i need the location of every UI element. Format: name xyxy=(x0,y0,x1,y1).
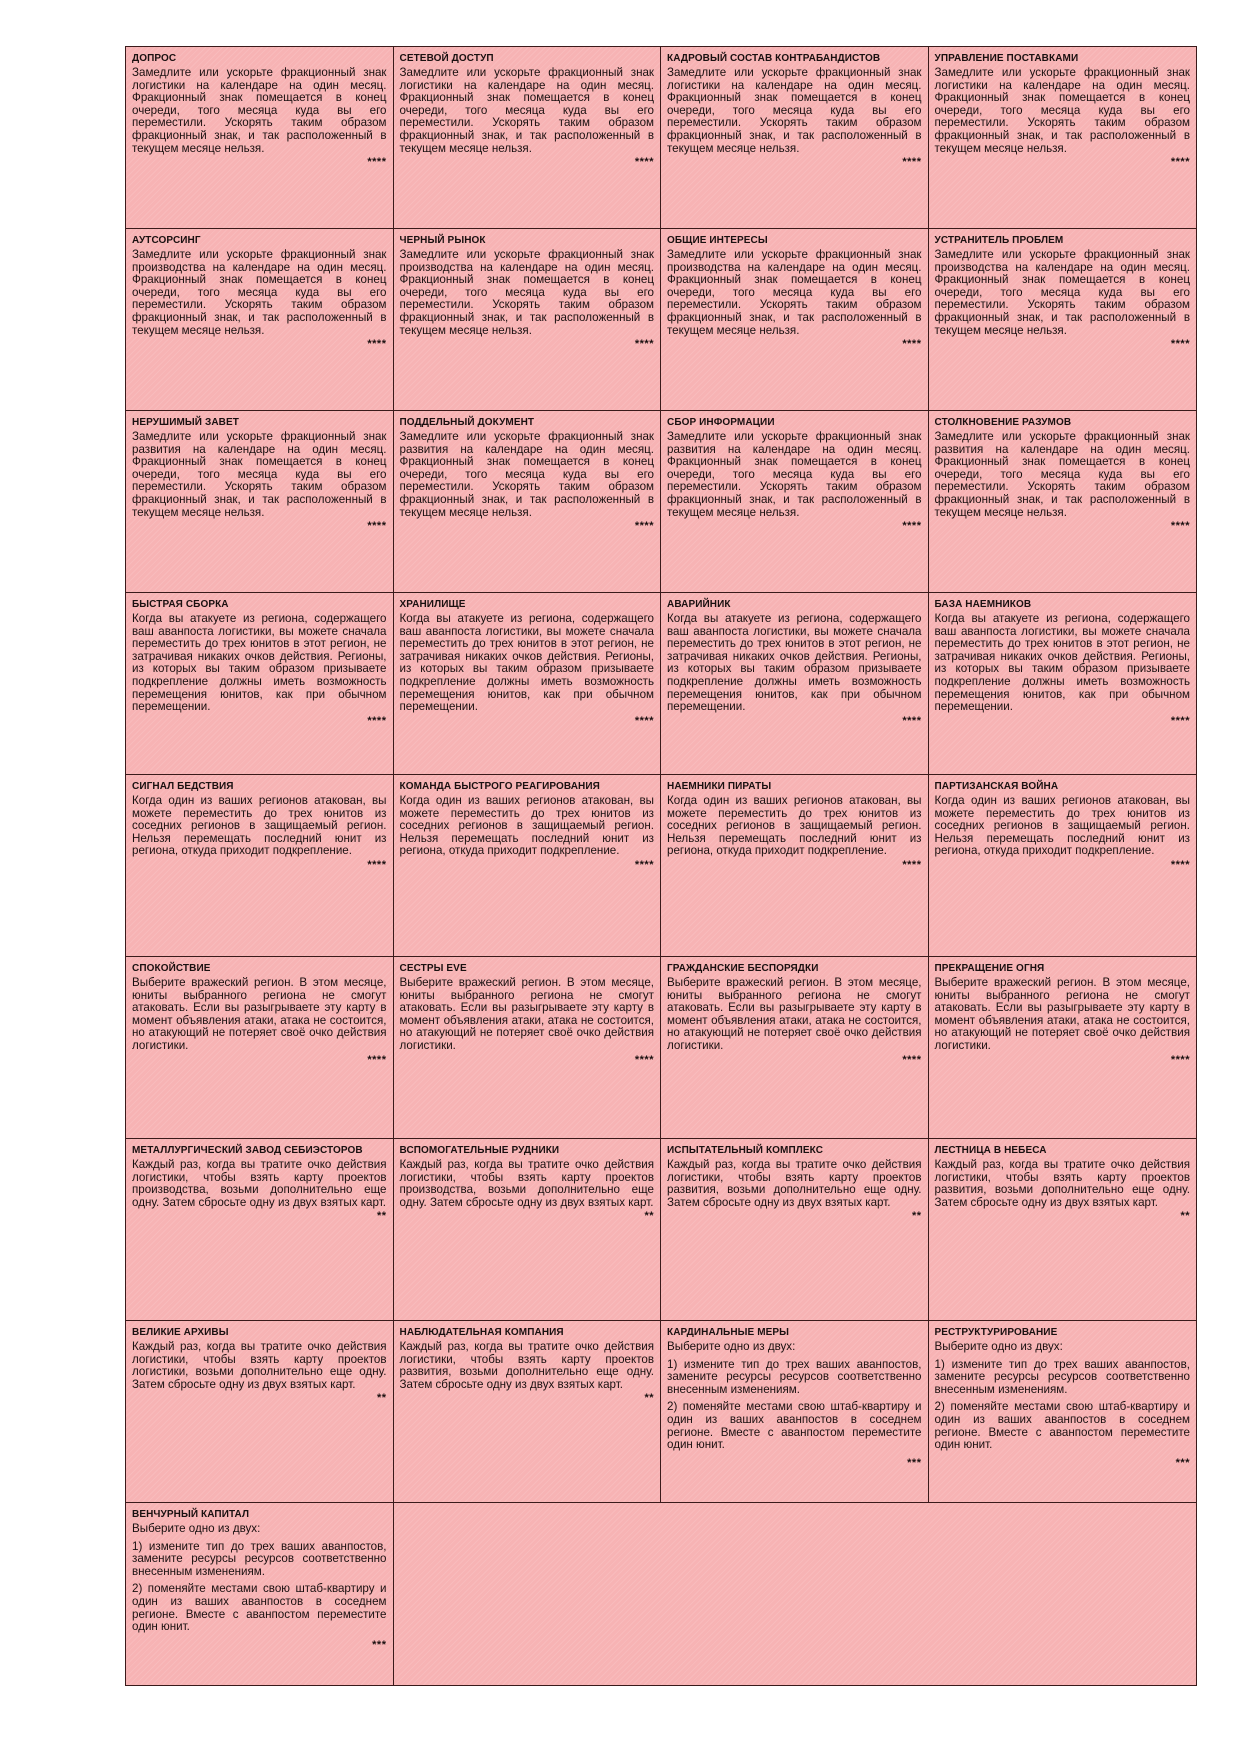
card-body xyxy=(935,1341,1191,1452)
card-text: Замедлите или ускорьте фракционный знак логистики на календаре на один месяц. Фракционный знак помещается в конец очереди, того месяца куда вы его переместили. Ускорять таким образом фракционный знак, и так расположенный в текущем месяце нельзя. xyxy=(667,66,922,155)
card-rating: **** xyxy=(634,714,654,727)
card-body xyxy=(400,249,655,337)
card-body xyxy=(400,977,655,1053)
card-text: Выберите вражеский регион. В этом месяце, юниты выбранного региона не смогут атаковать. Если вы разыгрываете эту карту в момент объявления атаки, атака не состоится, но атакующий не потеряет своё очко действия логистики. xyxy=(132,976,387,1052)
card-body xyxy=(132,249,387,337)
project-card xyxy=(661,957,929,1139)
project-card xyxy=(929,593,1197,775)
card-text: Каждый раз, когда вы тратите очко действия логистики, чтобы взять карту проектов производства, возьми дополнительно еще одну. Затем сбросьте одну из двух взятых карт. xyxy=(399,1158,654,1209)
card-rating: ** xyxy=(376,1392,387,1405)
card-rating: **** xyxy=(367,520,387,533)
card-text: Замедлите или ускорьте фракционный знак развития на календаре на один месяц. Фракционный знак помещается в конец очереди, того месяца куда вы его переместили. Ускорять таким образом фракционный знак, и так расположенный в текущем месяце нельзя. xyxy=(667,430,922,519)
card-body xyxy=(400,431,655,519)
project-card xyxy=(394,957,662,1139)
project-card xyxy=(661,1139,929,1321)
card-rating: **** xyxy=(1170,338,1190,351)
project-card xyxy=(394,1321,662,1503)
card-title: БАЗА НАЕМНИКОВ xyxy=(934,599,1032,610)
card-title: УПРАВЛЕНИЕ ПОСТАВКАМИ xyxy=(934,53,1079,64)
project-card xyxy=(929,47,1197,229)
card-text: Каждый раз, когда вы тратите очко действия логистики, чтобы взять карту проектов производства, возьми дополнительно еще одну. Затем сбросьте одну из двух взятых карт. xyxy=(132,1158,387,1209)
card-body xyxy=(667,977,922,1053)
card-rating: **** xyxy=(902,1053,922,1066)
card-body xyxy=(132,1523,387,1634)
card-text: Когда вы атакуете из региона, содержащего ваш аванпоста логистики, вы можете сначала переместить до трех юнитов в этот регион, не затрачивая никаких очков действия. Регионы, из которых вы таким образом призываете подкрепление должны иметь возможность перемещения юнитов, как при обычном перемещении. xyxy=(132,612,387,714)
project-card xyxy=(661,47,929,229)
project-card xyxy=(394,47,662,229)
card-body xyxy=(132,1341,387,1391)
card-rating: ** xyxy=(644,1210,654,1223)
project-card xyxy=(126,593,394,775)
project-card xyxy=(126,775,394,957)
card-text: Каждый раз, когда вы тратите очко действия логистики, чтобы взять карту проектов развития, возьми дополнительно еще одну. Затем сбросьте одну из двух взятых карт. xyxy=(399,1340,654,1391)
card-body xyxy=(667,613,922,714)
card-rating: **** xyxy=(367,338,387,351)
card-rating: **** xyxy=(367,858,387,871)
card-body xyxy=(935,249,1191,337)
card-body xyxy=(132,431,387,519)
card-rating: **** xyxy=(1170,156,1190,169)
card-title: НЕРУШИМЫЙ ЗАВЕТ xyxy=(132,417,239,428)
project-card xyxy=(661,1321,929,1503)
card-title: СЕСТРЫ EVE xyxy=(399,963,467,974)
card-title: НАБЛЮДАТЕЛЬНАЯ КОМПАНИЯ xyxy=(399,1327,564,1338)
card-rating: **** xyxy=(367,714,387,727)
card-text: Каждый раз, когда вы тратите очко действия логистики, чтобы взять карту проектов развития, возьми дополнительно еще одну. Затем сбросьте одну из двух взятых карт. xyxy=(667,1158,922,1209)
card-rating: **** xyxy=(634,156,654,169)
card-text: Замедлите или ускорьте фракционный знак логистики на календаре на один месяц. Фракционный знак помещается в конец очереди, того месяца куда вы его переместили. Ускорять таким образом фракционный знак, и так расположенный в текущем месяце нельзя. xyxy=(934,66,1190,155)
card-text: Выберите вражеский регион. В этом месяце, юниты выбранного региона не смогут атаковать. Если вы разыгрываете эту карту в момент объявления атаки, атака не состоится, но атакующий не потеряет своё очко действия логистики. xyxy=(399,976,654,1052)
card-rating: **** xyxy=(634,858,654,871)
card-rating: **** xyxy=(902,714,922,727)
card-body xyxy=(400,1159,655,1209)
card-title: СИГНАЛ БЕДСТВИЯ xyxy=(132,781,234,792)
project-card xyxy=(126,1321,394,1503)
card-text: 1) измените тип до трех ваших аванпостов, замените ресурсы ресурсов соответственно внесенным изменениям. xyxy=(667,1357,922,1396)
project-card xyxy=(126,1503,394,1685)
project-card xyxy=(661,775,929,957)
project-card xyxy=(394,593,662,775)
card-title: АУТСОРСИНГ xyxy=(132,235,201,246)
card-body xyxy=(132,977,387,1053)
card-text: Выберите одно из двух: xyxy=(934,1340,1063,1353)
card-title: СЕТЕВОЙ ДОСТУП xyxy=(399,53,494,64)
project-card xyxy=(394,411,662,593)
card-title: МЕТАЛЛУРГИЧЕСКИЙ ЗАВОД СЕБИЭСТОРОВ xyxy=(132,1145,363,1156)
card-body xyxy=(132,613,387,714)
project-card xyxy=(661,411,929,593)
card-title: ПОДДЕЛЬНЫЙ ДОКУМЕНТ xyxy=(399,417,535,428)
card-body xyxy=(400,1341,655,1391)
card-title: КОМАНДА БЫСТРОГО РЕАГИРОВАНИЯ xyxy=(399,781,600,792)
card-text: Когда вы атакуете из региона, содержащего ваш аванпоста логистики, вы можете сначала переместить до трех юнитов в этот регион, не затрачивая никаких очков действия. Регионы, из которых вы таким образом призываете подкрепление должны иметь возможность перемещения юнитов, как при обычном перемещении. xyxy=(399,612,654,714)
card-title: ВЕНЧУРНЫЙ КАПИТАЛ xyxy=(132,1509,250,1520)
project-card xyxy=(126,957,394,1139)
card-title: ОБЩИЕ ИНТЕРЕСЫ xyxy=(667,235,768,246)
card-body xyxy=(935,795,1191,858)
project-card xyxy=(929,1139,1197,1321)
card-text: Когда один из ваших регионов атакован, вы можете переместить до трех юнитов из соседних регионов в защищаемый регион. Нельзя перемещать последний юнит из региона, откуда приходит подкрепление. xyxy=(667,794,922,858)
card-rating: **** xyxy=(902,156,922,169)
project-card xyxy=(661,593,929,775)
card-body xyxy=(132,1159,387,1209)
project-card xyxy=(394,1139,662,1321)
card-title: СПОКОЙСТВИЕ xyxy=(132,963,211,974)
card-title: УСТРАНИТЕЛЬ ПРОБЛЕМ xyxy=(934,235,1064,246)
project-card xyxy=(929,411,1197,593)
card-rating: **** xyxy=(902,338,922,351)
card-text: Выберите одно из двух: xyxy=(132,1522,261,1535)
project-card xyxy=(929,229,1197,411)
card-rating: **** xyxy=(1170,858,1190,871)
card-rating: *** xyxy=(1175,1456,1190,1469)
card-text: Каждый раз, когда вы тратите очко действия логистики, чтобы взять карту проектов развития, возьми дополнительно еще одну. Затем сбросьте одну из двух взятых карт. xyxy=(934,1158,1190,1209)
card-rating: **** xyxy=(367,156,387,169)
card-text: Выберите одно из двух: xyxy=(667,1340,796,1353)
card-body xyxy=(132,67,387,155)
project-card xyxy=(126,1139,394,1321)
card-body xyxy=(935,1159,1191,1209)
card-text: Замедлите или ускорьте фракционный знак производства на календаре на один месяц. Фракционный знак помещается в конец очереди, того месяца куда вы его переместили. Ускорять таким образом фракционный знак, и так расположенный в текущем месяце нельзя. xyxy=(399,248,654,337)
project-card xyxy=(126,47,394,229)
card-rating: **** xyxy=(1170,1053,1190,1066)
card-rating: **** xyxy=(902,858,922,871)
card-body xyxy=(667,1159,922,1209)
card-title: ВЕЛИКИЕ АРХИВЫ xyxy=(132,1327,229,1338)
card-rating: **** xyxy=(367,1053,387,1066)
card-title: ПРЕКРАЩЕНИЕ ОГНЯ xyxy=(934,963,1045,974)
project-card xyxy=(929,1321,1197,1503)
card-title: ГРАЖДАНСКИЕ БЕСПОРЯДКИ xyxy=(667,963,819,974)
card-title: ПАРТИЗАНСКАЯ ВОЙНА xyxy=(934,781,1059,792)
card-text: Замедлите или ускорьте фракционный знак логистики на календаре на один месяц. Фракционный знак помещается в конец очереди, того месяца куда вы его переместили. Ускорять таким образом фракционный знак, и так расположенный в текущем месяце нельзя. xyxy=(399,66,654,155)
card-title: ИСПЫТАТЕЛЬНЫЙ КОМПЛЕКС xyxy=(667,1145,824,1156)
card-title: РЕСТРУКТУРИРОВАНИЕ xyxy=(934,1327,1058,1338)
card-body xyxy=(935,431,1191,519)
card-text: Когда один из ваших регионов атакован, вы можете переместить до трех юнитов из соседних регионов в защищаемый регион. Нельзя перемещать последний юнит из региона, откуда приходит подкрепление. xyxy=(132,794,387,858)
card-text: Выберите вражеский регион. В этом месяце, юниты выбранного региона не смогут атаковать. Если вы разыгрываете эту карту в момент объявления атаки, атака не состоится, но атакующий не потеряет своё очко действия логистики. xyxy=(934,976,1190,1052)
card-text: 1) измените тип до трех ваших аванпостов, замените ресурсы ресурсов соответственно внесенным изменениям. xyxy=(934,1357,1190,1396)
card-rating: **** xyxy=(634,520,654,533)
empty-area xyxy=(394,1503,1197,1685)
card-title: КАДРОВЫЙ СОСТАВ КОНТРАБАНДИСТОВ xyxy=(667,53,881,64)
card-text: Замедлите или ускорьте фракционный знак развития на календаре на один месяц. Фракционный знак помещается в конец очереди, того месяца куда вы его переместили. Ускорять таким образом фракционный знак, и так расположенный в текущем месяце нельзя. xyxy=(132,430,387,519)
card-title: БЫСТРАЯ СБОРКА xyxy=(132,599,229,610)
card-text: Замедлите или ускорьте фракционный знак производства на календаре на один месяц. Фракционный знак помещается в конец очереди, того месяца куда вы его переместили. Ускорять таким образом фракционный знак, и так расположенный в текущем месяце нельзя. xyxy=(667,248,922,337)
card-text: Когда один из ваших регионов атакован, вы можете переместить до трех юнитов из соседних регионов в защищаемый регион. Нельзя перемещать последний юнит из региона, откуда приходит подкрепление. xyxy=(399,794,654,858)
project-card xyxy=(126,229,394,411)
card-rating: **** xyxy=(1170,714,1190,727)
project-card xyxy=(394,775,662,957)
card-text: Когда вы атакуете из региона, содержащего ваш аванпоста логистики, вы можете сначала переместить до трех юнитов в этот регион, не затрачивая никаких очков действия. Регионы, из которых вы таким образом призываете подкрепление должны иметь возможность перемещения юнитов, как при обычном перемещении. xyxy=(667,612,922,714)
card-text: Замедлите или ускорьте фракционный знак производства на календаре на один месяц. Фракционный знак помещается в конец очереди, того месяца куда вы его переместили. Ускорять таким образом фракционный знак, и так расположенный в текущем месяце нельзя. xyxy=(934,248,1190,337)
card-text: 1) измените тип до трех ваших аванпостов, замените ресурсы ресурсов соответственно внесенным изменениям. xyxy=(132,1539,387,1578)
card-title: НАЕМНИКИ ПИРАТЫ xyxy=(667,781,772,792)
card-rating: ** xyxy=(376,1210,387,1223)
card-title: ЧЕРНЫЙ РЫНОК xyxy=(399,235,486,246)
card-title: КАРДИНАЛЬНЫЕ МЕРЫ xyxy=(667,1327,790,1338)
card-body xyxy=(935,977,1191,1053)
project-card xyxy=(394,229,662,411)
card-title: ХРАНИЛИЩЕ xyxy=(399,599,466,610)
card-title: ЛЕСТНИЦА В НЕБЕСА xyxy=(934,1145,1047,1156)
project-card xyxy=(929,957,1197,1139)
card-title: СБОР ИНФОРМАЦИИ xyxy=(667,417,775,428)
card-text: Замедлите или ускорьте фракционный знак логистики на календаре на один месяц. Фракционный знак помещается в конец очереди, того месяца куда вы его переместили. Ускорять таким образом фракционный знак, и так расположенный в текущем месяце нельзя. xyxy=(132,66,387,155)
card-rating: **** xyxy=(1170,520,1190,533)
card-body xyxy=(935,67,1191,155)
card-body xyxy=(132,795,387,858)
card-body xyxy=(667,67,922,155)
card-body xyxy=(667,1341,922,1452)
card-rating: ** xyxy=(644,1392,654,1405)
card-text: 2) поменяйте местами свою штаб-квартиру и один из ваших аванпостов в соседнем регионе. Вместе с аванпостом переместите один юнит. xyxy=(132,1582,387,1634)
card-rating: *** xyxy=(372,1638,387,1651)
card-body xyxy=(667,249,922,337)
project-card xyxy=(126,411,394,593)
card-rating: **** xyxy=(902,520,922,533)
card-sheet xyxy=(125,46,1197,1686)
card-text: Замедлите или ускорьте фракционный знак развития на календаре на один месяц. Фракционный знак помещается в конец очереди, того месяца куда вы его переместили. Ускорять таким образом фракционный знак, и так расположенный в текущем месяце нельзя. xyxy=(399,430,654,519)
card-title: СТОЛКНОВЕНИЕ РАЗУМОВ xyxy=(934,417,1072,428)
card-text: 2) поменяйте местами свою штаб-квартиру и один из ваших аванпостов в соседнем регионе. Вместе с аванпостом переместите один юнит. xyxy=(934,1400,1190,1452)
card-rating: ** xyxy=(1180,1210,1190,1223)
card-body xyxy=(667,431,922,519)
card-text: Каждый раз, когда вы тратите очко действия логистики, чтобы взять карту проектов логистики, возьми дополнительно еще одну. Затем сбросьте одну из двух взятых карт. xyxy=(132,1340,387,1391)
card-title: ВСПОМОГАТЕЛЬНЫЕ РУДНИКИ xyxy=(399,1145,560,1156)
card-rating: ** xyxy=(911,1210,922,1223)
card-rating: *** xyxy=(907,1456,922,1469)
card-text: Выберите вражеский регион. В этом месяце, юниты выбранного региона не смогут атаковать. Если вы разыгрываете эту карту в момент объявления атаки, атака не состоится, но атакующий не потеряет своё очко действия логистики. xyxy=(667,976,922,1052)
card-rating: **** xyxy=(634,338,654,351)
card-body xyxy=(400,795,655,858)
card-body xyxy=(667,795,922,858)
card-text: Замедлите или ускорьте фракционный знак развития на календаре на один месяц. Фракционный знак помещается в конец очереди, того месяца куда вы его переместили. Ускорять таким образом фракционный знак, и так расположенный в текущем месяце нельзя. xyxy=(934,430,1190,519)
card-body xyxy=(935,613,1191,714)
card-text: Замедлите или ускорьте фракционный знак производства на календаре на один месяц. Фракционный знак помещается в конец очереди, того месяца куда вы его переместили. Ускорять таким образом фракционный знак, и так расположенный в текущем месяце нельзя. xyxy=(132,248,387,337)
project-card xyxy=(661,229,929,411)
card-body xyxy=(400,613,655,714)
card-rating: **** xyxy=(634,1053,654,1066)
card-text: Когда вы атакуете из региона, содержащего ваш аванпоста логистики, вы можете сначала переместить до трех юнитов в этот регион, не затрачивая никаких очков действия. Регионы, из которых вы таким образом призываете подкрепление должны иметь возможность перемещения юнитов, как при обычном перемещении. xyxy=(934,612,1190,714)
card-title: ДОПРОС xyxy=(132,53,177,64)
card-text: 2) поменяйте местами свою штаб-квартиру и один из ваших аванпостов в соседнем регионе. Вместе с аванпостом переместите один юнит. xyxy=(667,1400,922,1452)
project-card xyxy=(929,775,1197,957)
card-title: АВАРИЙНИК xyxy=(667,599,731,610)
card-body xyxy=(400,67,655,155)
card-text: Когда один из ваших регионов атакован, вы можете переместить до трех юнитов из соседних регионов в защищаемый регион. Нельзя перемещать последний юнит из региона, откуда приходит подкрепление. xyxy=(934,794,1190,858)
